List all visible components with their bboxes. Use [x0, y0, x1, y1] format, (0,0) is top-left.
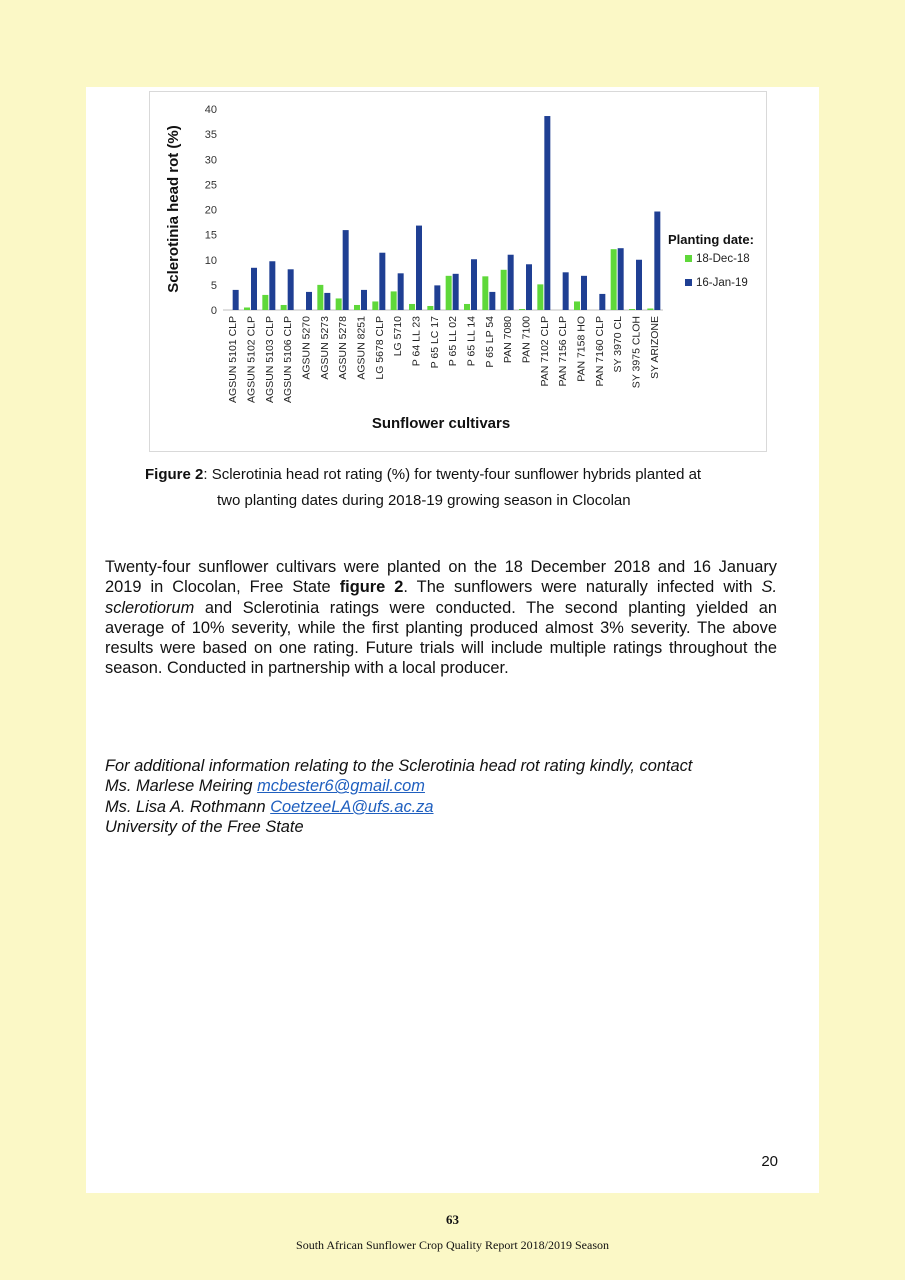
- y-tick-label: 20: [204, 204, 217, 217]
- x-tick-label: SY 3975 CLOH: [630, 316, 643, 389]
- y-tick-label: 0: [210, 305, 217, 317]
- page-number: 20: [761, 1153, 778, 1170]
- bar-dec-18: [372, 301, 378, 310]
- x-tick-label: PAN 7102 CLP: [538, 316, 551, 387]
- bar-jan-19: [379, 253, 385, 310]
- bar-dec-18: [501, 270, 507, 310]
- x-tick-label: LG 5678 CLP: [373, 316, 386, 380]
- x-tick-label: PAN 7160 CLP: [593, 316, 606, 387]
- bar-jan-19: [416, 226, 422, 310]
- species-name: S. sclerotiorum: [105, 578, 778, 617]
- bar-jan-19: [526, 264, 532, 310]
- bar-jan-19: [636, 260, 642, 310]
- x-tick-label: P 64 LL 23: [410, 316, 423, 367]
- body-text-part-3: and Sclerotinia ratings were conducted. The second planting yielded an average of 10% severity, while the first planting produced almost 3% severity. The above results were based on one rating. Future trials will include multiple ratings throughout the season. Conducted in partnership with a local producer.: [105, 598, 777, 678]
- x-tick-label: AGSUN 5270: [300, 316, 313, 380]
- contact-person-1-email-link[interactable]: mcbester6@gmail.com: [257, 777, 425, 796]
- report-page: [86, 87, 819, 1193]
- bar-dec-18: [317, 285, 323, 310]
- y-tick-label: 25: [204, 179, 217, 192]
- legend-label: 16-Jan-19: [696, 277, 748, 289]
- bar-jan-19: [269, 261, 275, 310]
- bar-dec-18: [391, 291, 397, 310]
- x-tick-label: AGSUN 8251: [355, 316, 368, 380]
- bar-jan-19: [306, 292, 312, 310]
- x-tick-label: AGSUN 5102 CLP: [245, 316, 258, 403]
- y-axis-title: Sclerotinia head rot (%): [165, 125, 182, 293]
- y-tick-label: 10: [204, 254, 217, 267]
- figure-2-chart: [149, 91, 767, 452]
- bar-dec-18: [409, 304, 415, 310]
- bar-jan-19: [599, 294, 605, 310]
- x-tick-label: AGSUN 5278: [337, 316, 350, 380]
- bar-jan-19: [343, 230, 349, 310]
- bar-jan-19: [361, 290, 367, 310]
- x-tick-label: SY 3970 CL: [612, 315, 625, 373]
- x-tick-label: AGSUN 5106 CLP: [282, 316, 295, 403]
- contact-person-2: [105, 797, 785, 817]
- bar-dec-18: [519, 309, 525, 310]
- caption-line-2: two planting dates during 2018-19 growing season in Clocolan: [217, 492, 631, 509]
- bar-chart-svg: [150, 92, 766, 451]
- bar-dec-18: [262, 295, 268, 310]
- bar-dec-18: [647, 308, 653, 310]
- bar-jan-19: [251, 268, 257, 310]
- bar-dec-18: [537, 284, 543, 310]
- x-tick-label: AGSUN 5101 CLP: [227, 316, 240, 403]
- contact-intro: For additional information relating to the Sclerotinia head rot rating kindly, contact: [105, 757, 693, 775]
- caption-figure-label: Figure 2: [145, 466, 204, 483]
- bar-jan-19: [453, 274, 459, 310]
- bar-jan-19: [398, 273, 404, 310]
- bar-dec-18: [354, 305, 360, 310]
- bar-jan-19: [563, 272, 569, 310]
- contact-person-1-name: Ms. Marlese Meiring: [105, 777, 258, 796]
- bar-jan-19: [471, 259, 477, 310]
- x-tick-label: PAN 7156 CLP: [557, 316, 570, 387]
- x-tick-label: AGSUN 5103 CLP: [263, 316, 276, 403]
- contact-institution: University of the Free State: [105, 817, 304, 836]
- caption-line-1-text: : Sclerotinia head rot rating (%) for twenty-four sunflower hybrids planted at: [203, 466, 702, 483]
- x-tick-label: AGSUN 5273: [318, 316, 331, 380]
- bar-jan-19: [581, 276, 587, 310]
- x-tick-label: P 65 LC 17: [428, 316, 441, 369]
- bar-jan-19: [324, 293, 330, 310]
- bar-jan-19: [654, 212, 660, 310]
- bar-dec-18: [336, 298, 342, 310]
- contact-person-1: [105, 776, 785, 796]
- caption-line-1: [145, 461, 701, 489]
- legend-title: Planting date:: [668, 232, 754, 247]
- bar-dec-18: [464, 304, 470, 310]
- y-tick-label: 35: [204, 129, 217, 142]
- bar-jan-19: [508, 255, 514, 310]
- x-tick-label: P 65 LL 02: [447, 316, 460, 367]
- footer-title: South African Sunflower Crop Quality Report 2018/2019 Season: [296, 1238, 609, 1252]
- bar-jan-19: [489, 292, 495, 310]
- bar-dec-18: [281, 305, 287, 310]
- bar-dec-18: [629, 309, 635, 310]
- bar-jan-19: [544, 116, 550, 310]
- contact-person-2-name: Ms. Lisa A. Rothmann: [105, 797, 271, 816]
- x-tick-label: P 65 LL 14: [465, 316, 478, 367]
- y-tick-label: 40: [204, 104, 217, 116]
- contact-person-2-email-link[interactable]: CoetzeeLA@ufs.ac.za: [270, 797, 434, 816]
- body-text-part-2: . The sunflowers were naturally infected with: [403, 578, 762, 597]
- x-axis-title: Sunflower cultivars: [371, 415, 511, 432]
- y-tick-label: 5: [210, 279, 217, 292]
- contact-block: [105, 756, 785, 837]
- footer-page-number: 63: [446, 1212, 459, 1227]
- body-paragraph: [105, 557, 777, 679]
- x-tick-label: SY ARIZONE: [648, 316, 661, 379]
- bar-jan-19: [618, 248, 624, 310]
- body-text-part-1: Twenty-four sunflower cultivars were planted on the 18 December 2018 and 16 January 2019 in Clocolan, Free State: [105, 558, 777, 597]
- bar-dec-18: [611, 249, 617, 310]
- legend-label: 18-Dec-18: [696, 253, 750, 265]
- bar-dec-18: [427, 306, 433, 310]
- bar-jan-19: [288, 269, 294, 310]
- bar-dec-18: [482, 276, 488, 310]
- x-tick-label: P 65 LP 54: [483, 316, 496, 368]
- figure-reference: figure 2: [339, 578, 404, 597]
- bar-dec-18: [244, 307, 250, 310]
- bar-jan-19: [233, 290, 239, 310]
- x-tick-label: PAN 7080: [502, 316, 515, 364]
- x-tick-label: PAN 7158 HO: [575, 316, 588, 382]
- legend-swatch: [685, 255, 692, 262]
- bar-dec-18: [446, 276, 452, 310]
- x-tick-label: LG 5710: [392, 316, 405, 357]
- legend-swatch: [685, 279, 692, 286]
- bar-dec-18: [574, 301, 580, 310]
- y-tick-label: 15: [204, 229, 217, 242]
- bar-jan-19: [434, 285, 440, 310]
- y-tick-label: 30: [204, 154, 217, 167]
- x-tick-label: PAN 7100: [520, 316, 533, 364]
